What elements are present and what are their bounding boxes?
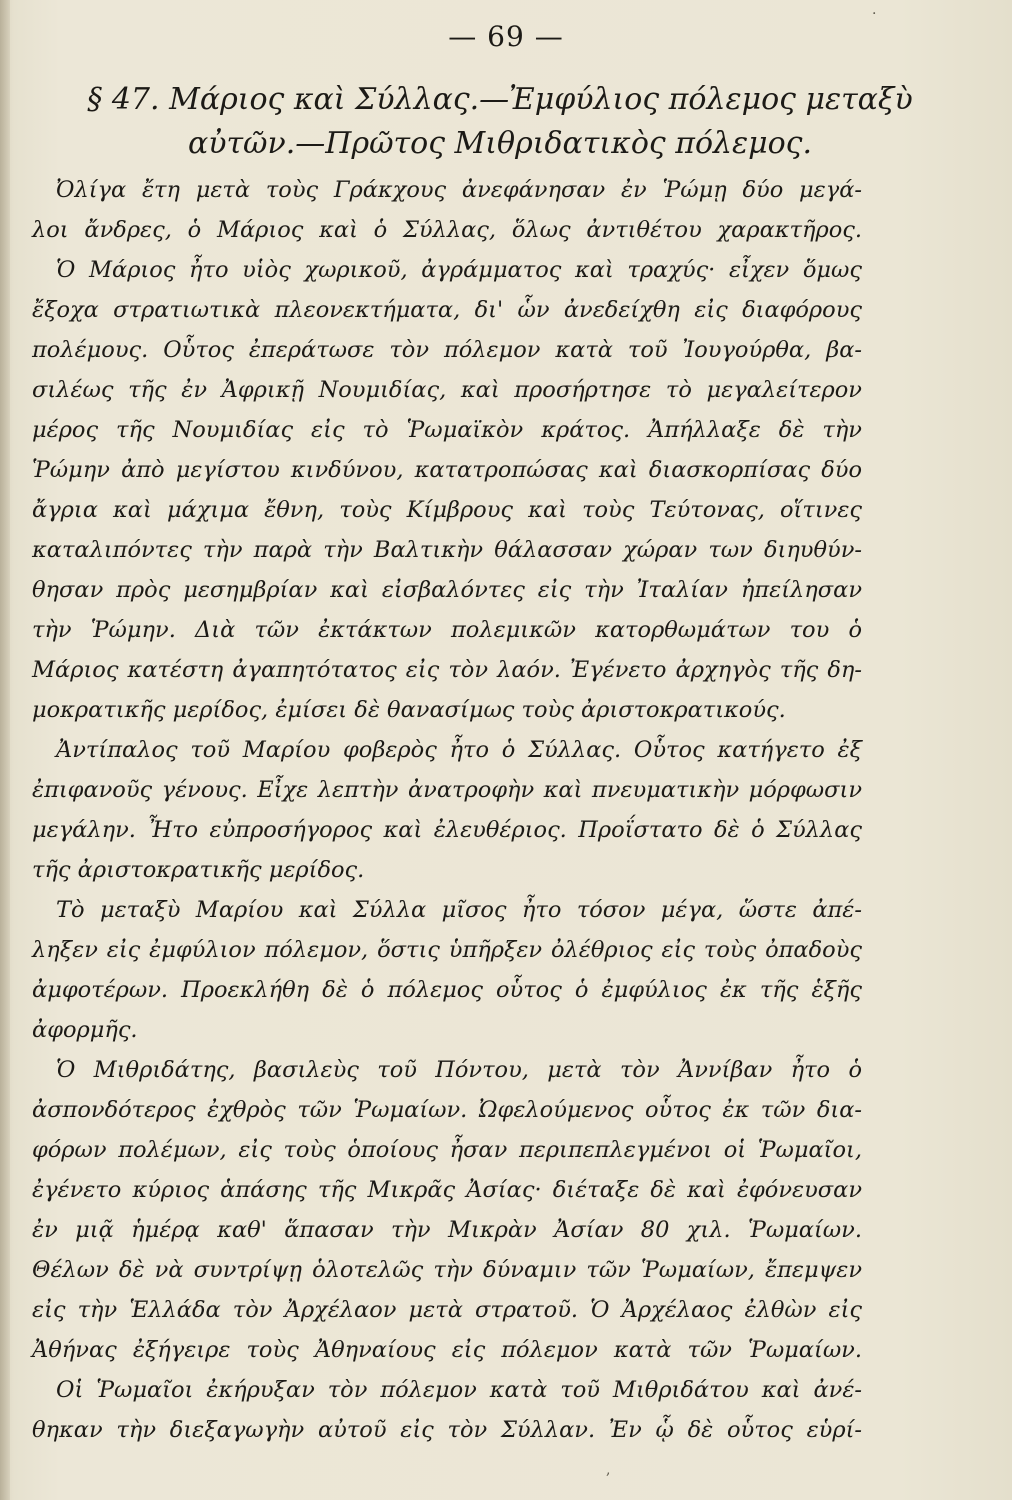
text-line: Τὸ μεταξὺ Μαρίου καὶ Σύλλα μῖσος ἦτο τόσον μέγα, ὥστε ἀπέ- [56,897,862,923]
text-line: μεγάλην. Ἦτο εὐπροσήγορος καὶ ἐλευθέριος. Προΐστατο δὲ ὁ Σύλλας [32,817,862,843]
text-line: σιλέως τῆς ἐν Ἀφρικῇ Νουμιδίας, καὶ προσήρτησε τὸ μεγαλείτερον [32,377,862,403]
text-line: ἐπιφανοῦς γένους. Εἶχε λεπτὴν ἀνατροφὴν καὶ πνευματικὴν μόρφωσιν [32,777,862,803]
text-line: μοκρατικῆς μερίδος, ἐμίσει δὲ θανασίμως τοὺς ἀριστοκρατικούς. [32,697,786,723]
text-line: πολέμους. Οὗτος ἐπεράτωσε τὸν πόλεμον κατὰ τοῦ Ἰουγούρθα, βα- [32,337,862,363]
text-line: Ἀντίπαλος τοῦ Μαρίου φοβερὸς ἦτο ὁ Σύλλας. Οὗτος κατήγετο ἐξ [56,737,862,763]
text-line: Μάριος κατέστη ἀγαπητότατος εἰς τὸν λαόν. Ἐγένετο ἀρχηγὸς τῆς δη- [32,657,862,683]
text-line: ἄγρια καὶ μάχιμα ἔθνη, τοὺς Κίμβρους καὶ τοὺς Τεύτονας, οἵτινες [32,497,862,523]
section-heading-line-2: αὐτῶν.—Πρῶτος Μιθριδατικὸς πόλεμος. [187,126,813,161]
text-line: Οἱ Ῥωμαῖοι ἐκήρυξαν τὸν πόλεμον κατὰ τοῦ Μιθριδάτου καὶ ἀνέ- [56,1377,862,1403]
text-line: ἀφορμῆς. [32,1017,138,1043]
text-line: θησαν πρὸς μεσημβρίαν καὶ εἰσβαλόντες εἰς τὴν Ἰταλίαν ἠπείλησαν [32,577,862,603]
page-number: — 69 — [448,20,564,53]
print-speck: , [606,1462,611,1478]
print-speck: · [872,6,877,22]
text-line: ἐν μιᾷ ἡμέρᾳ καθ' ἅπασαν τὴν Μικρὰν Ἀσίαν 80 χιλ. Ῥωμαίων. [32,1217,862,1243]
text-line: Ῥώμην ἀπὸ μεγίστου κινδύνου, κατατροπώσας καὶ διασκορπίσας δύο [32,457,862,483]
text-line: εἰς τὴν Ἑλλάδα τὸν Ἀρχέλαον μετὰ στρατοῦ. Ὁ Ἀρχέλαος ἐλθὼν εἰς [32,1297,862,1323]
text-line: τὴν Ῥώμην. Διὰ τῶν ἐκτάκτων πολεμικῶν κατορθωμάτων του ὁ [32,617,862,643]
text-line: ἀμφοτέρων. Προεκλήθη δὲ ὁ πόλεμος οὗτος ὁ ἐμφύλιος ἐκ τῆς ἑξῆς [32,977,862,1003]
text-line: Ὀλίγα ἔτη μετὰ τοὺς Γράκχους ἀνεφάνησαν ἐν Ῥώμῃ δύο μεγά- [56,177,862,203]
text-line: καταλιπόντες τὴν παρὰ τὴν Βαλτικὴν θάλασσαν χώραν των διηυθύν- [32,537,862,563]
text-line: Ὁ Μιθριδάτης, βασιλεὺς τοῦ Πόντου, μετὰ τὸν Ἀννίβαν ἦτο ὁ [56,1057,862,1083]
text-line: Ὁ Μάριος ἦτο υἱὸς χωρικοῦ, ἀγράμματος καὶ τραχύς· εἶχεν ὅμως [56,257,862,283]
text-line: ληξεν εἰς ἐμφύλιον πόλεμον, ὅστις ὑπῆρξεν ὀλέθριος εἰς τοὺς ὀπαδοὺς [32,937,862,963]
page-spine-shadow [0,0,10,1500]
text-line: ἔξοχα στρατιωτικὰ πλεονεκτήματα, δι' ὧν ἀνεδείχθη εἰς διαφόρους [32,297,862,323]
text-line: ἐγένετο κύριος ἁπάσης τῆς Μικρᾶς Ἀσίας· διέταξε δὲ καὶ ἐφόνευσαν [32,1177,862,1203]
text-line: Ἀθήνας ἐξήγειρε τοὺς Ἀθηναίους εἰς πόλεμον κατὰ τῶν Ῥωμαίων. [32,1337,862,1363]
section-heading-line-1: § 47. Μάριος καὶ Σύλλας.—Ἐμφύλιος πόλεμος μεταξὺ [87,82,913,117]
text-line: θηκαν τὴν διεξαγωγὴν αὐτοῦ εἰς τὸν Σύλλαν. Ἐν ᾧ δὲ οὗτος εὑρί- [32,1417,862,1443]
text-line: Θέλων δὲ νὰ συντρίψῃ ὁλοτελῶς τὴν δύναμιν τῶν Ῥωμαίων, ἔπεμψεν [32,1257,862,1283]
text-line: φόρων πολέμων, εἰς τοὺς ὁποίους ἦσαν περιπεπλεγμένοι οἱ Ῥωμαῖοι, [32,1137,862,1163]
text-line: λοι ἄνδρες, ὁ Μάριος καὶ ὁ Σύλλας, ὅλως ἀντιθέτου χαρακτῆρος. [32,217,862,243]
text-line: ἀσπονδότερος ἐχθρὸς τῶν Ῥωμαίων. Ὠφελούμενος οὗτος ἐκ τῶν δια- [32,1097,862,1123]
text-line: τῆς ἀριστοκρατικῆς μερίδος. [32,857,365,883]
text-line: μέρος τῆς Νουμιδίας εἰς τὸ Ῥωμαϊκὸν κράτος. Ἀπήλλαξε δὲ τὴν [32,417,862,443]
